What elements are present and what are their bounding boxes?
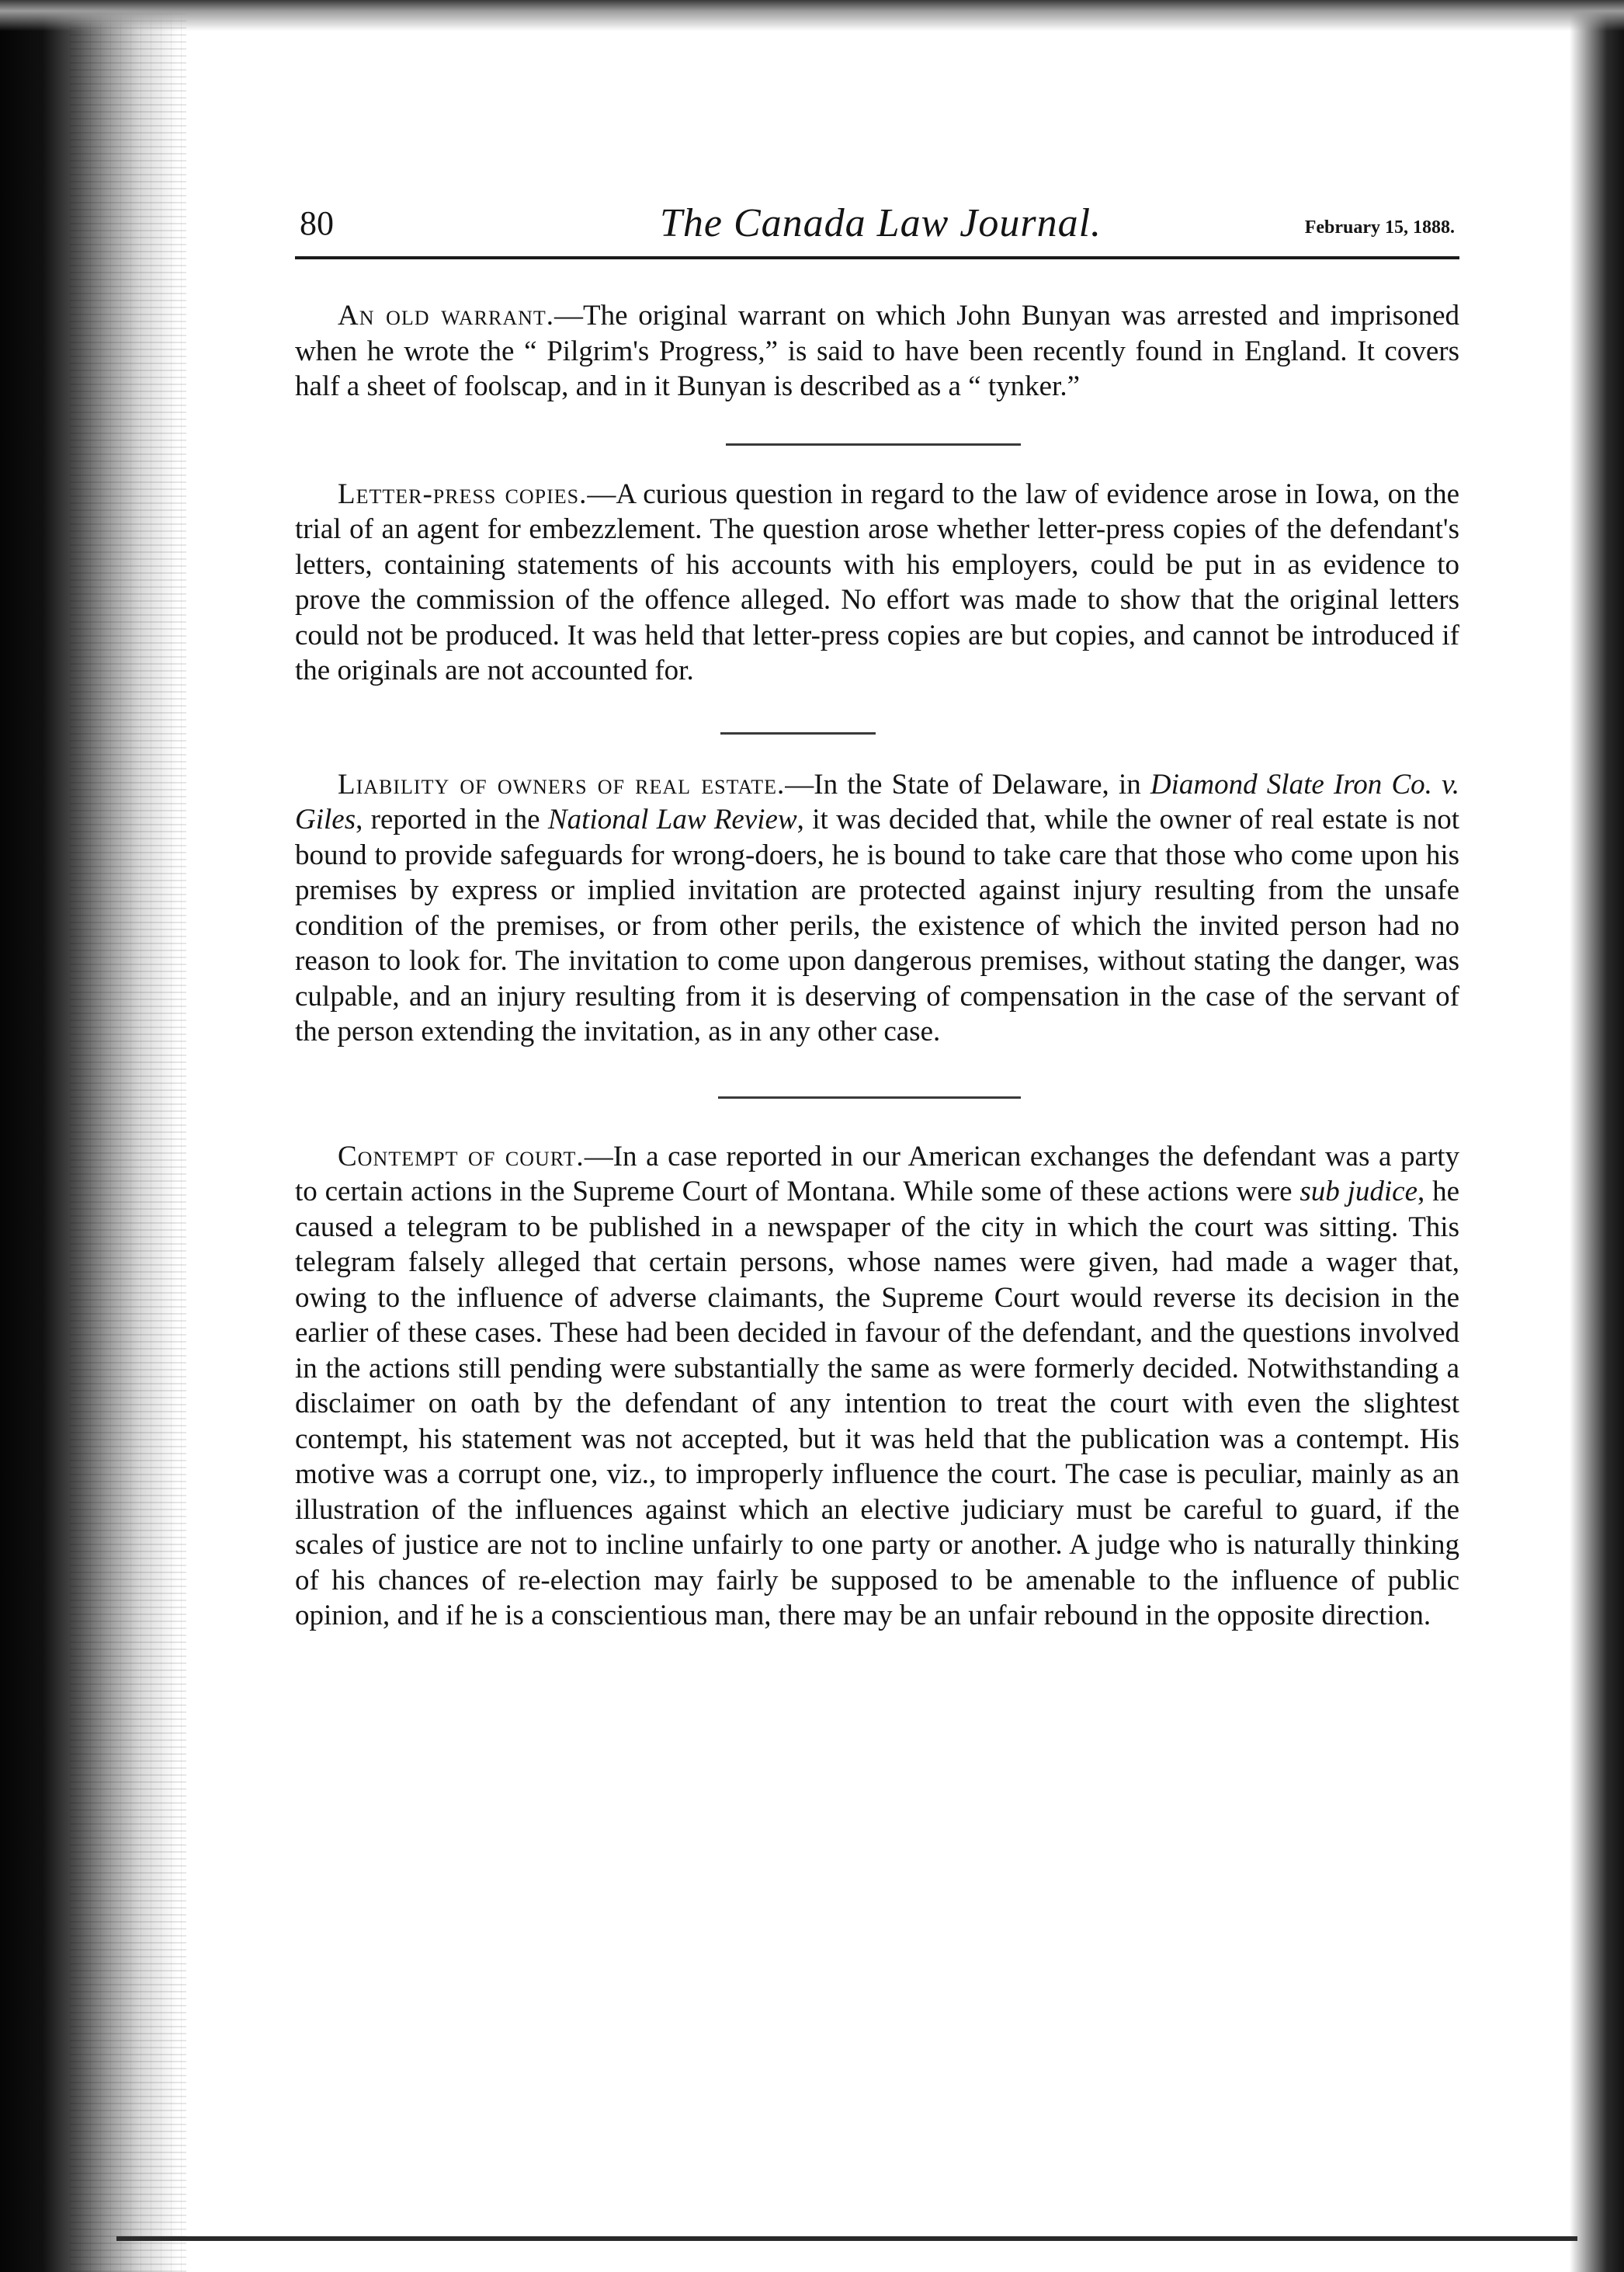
article-body: —The original warrant on which John Bunyan was arrested and imprisoned when he wrote the “ Pilgrim's Progress,” is said to have been recently found in England. It covers half a sheet of foolscap, and in it Bunyan is described as a “ tynker.”: [295, 300, 1460, 402]
scan-right-edge: [1570, 0, 1624, 2272]
scan-bottom-edge: [116, 2236, 1577, 2241]
article-title: Contempt of court.: [338, 1140, 585, 1172]
review-name: National Law Review: [547, 804, 797, 835]
article-title: An old warrant.: [338, 300, 555, 332]
article-letter-press-copies: [295, 477, 1459, 689]
article-body: —A curious question in regard to the law of evidence arose in Iowa, on the trial of an agent for embezzlement. The question arose whether letter-press copies of the defendant's letters, containing statements of his accounts with his employers, could be put in as evidence to prove the commission of the offence alleged. No effort was made to show that the original letters could not be produced. It was held that letter-press copies are but copies, and cannot be introduced if the originals are not accounted for.: [295, 478, 1459, 686]
article-old-warrant: [295, 298, 1459, 405]
article-liability-of-owners: [295, 767, 1459, 1050]
section-divider: [718, 1096, 1021, 1099]
article-body: , he caused a telegram to be published in a newspaper of the city in which the court was sitting. This telegram falsely alleged that certain persons, whose names were given, had made a wager that, owing to the influence of adverse claimants, the Supreme Court would reverse its decision in the earlier of these cases. These had been decided in favour of the defendant, and the questions involved in the actions still pending were substantially the same as were formerly decided. Notwithstanding a disclaimer on oath by the defendant of any intention to treat the court with even the slightest contempt, his statement was not accepted, but it was held that the publication was a contempt. His motive was a corrupt one, viz., to improperly influence the court. The case is peculiar, mainly as an illustration of the influences against which an elective judiciary must be careful to guard, if the scales of justice are not to incline unfairly to one party or another. A judge who is naturally thinking of his chances of re-election may fairly be supposed to be amenable to the influence of public opinion, and if he is a conscientious man, there may be an unfair rebound in the opposite direction.: [295, 1176, 1459, 1631]
article-title: Letter-press copies.: [338, 478, 588, 510]
issue-date: February 15, 1888.: [1304, 217, 1455, 238]
scan-binding-texture: [70, 0, 186, 2272]
scan-top-edge: [0, 0, 1624, 31]
running-head: [295, 186, 1459, 259]
section-divider: [720, 732, 876, 735]
article-body: , reported in the: [356, 804, 548, 835]
article-body: —In the State of Delaware, in: [785, 768, 1150, 801]
latin-phrase: sub judice: [1300, 1176, 1418, 1207]
article-body: , it was decided that, while the owner of real estate is not bound to provide safeguards for wrong-doers, he is bound to take care that those who come upon his premises by express or implied invitation are protected against injury resulting from the unsafe condition of the premises, or from other perils, the existence of which the invited person had no reason to look for. The invitation to come upon dangerous premises, without stating the danger, was culpable, and an injury resulting from it is deserving of compensation in the case of the servant of the person extending the invitation, as in any other case.: [295, 804, 1459, 1047]
page-number: 80: [300, 204, 334, 242]
case-name: Diamond Slate Iron Co. v. Giles: [295, 768, 1459, 835]
journal-title: The Canada Law Journal.: [660, 201, 1102, 245]
section-divider: [726, 443, 1021, 446]
article-contempt-of-court: [295, 1139, 1459, 1634]
article-title: Liability of owners of real estate.: [338, 768, 786, 801]
article-body: —In a case reported in our American exchanges the defendant was a party to certain actions in the Supreme Court of Montana. While some of these actions were: [295, 1140, 1459, 1207]
journal-page: [295, 186, 1459, 1634]
